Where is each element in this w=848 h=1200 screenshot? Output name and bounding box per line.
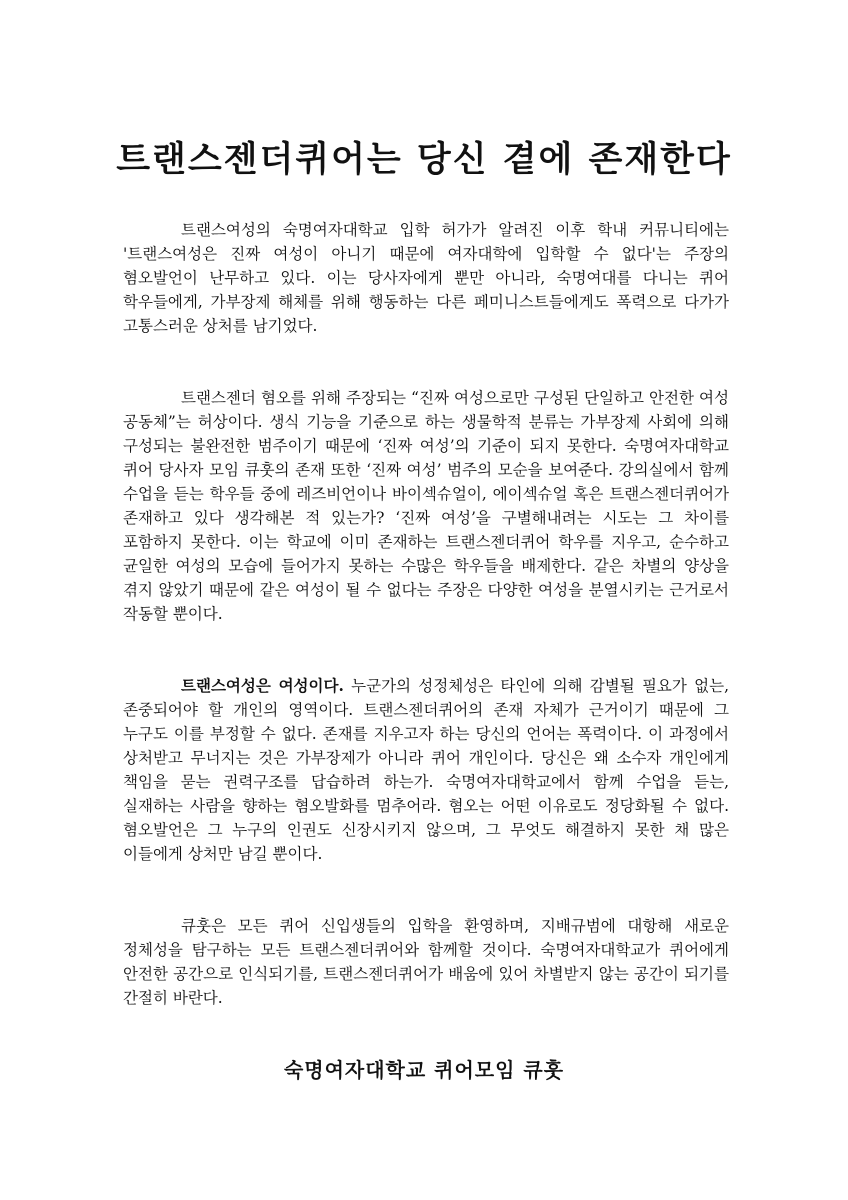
paragraph-2-text: 트랜스젠더 혐오를 위해 주장되는 “진짜 여성으로만 구성된 단일하고 안전한 여성 공동체”는 허상이다. 생식 기능을 기준으로 하는 생물학적 분류는 가부장제 사회에 의해 구성되는 불완전한 범주이기 때문에 ‘진짜 여성’의 기준이 되지 못한다. 숙명여자대학교 퀴어 당사자 모임 큐훗의 존재 또한 ‘진짜 여성’ 범주의 모순을 보여준다. 강의실에서 함께 수업을 듣는 학우들 중에 레즈비언이나 바이섹슈얼이, 에이섹슈얼 혹은 트랜스젠더퀴어가 존재하고 있다 생각해본 적 있는가? ‘진짜 여성’을 구별해내려는 시도는 그 차이를 포함하지 못한다. 이는 학교에 이미 존재하는 트랜스젠더퀴어 학우를 지우고, 순수하고 균일한 여성의 모습에 들어가지 못하는 수많은 학우들을 배제한다. 같은 차별의 양상을 겪지 않았기 때문에 같은 여성이 될 수 없다는 주장은 다양한 여성을 분열시키는 근거로서 작동할 뿐이다. <box>123 389 729 623</box>
paragraph-2 <box>123 386 729 626</box>
paragraph-3 <box>123 674 729 866</box>
paragraph-1-text: 트랜스여성의 숙명여자대학교 입학 허가가 알려진 이후 학내 커뮤니티에는 '트랜스여성은 진짜 여성이 아니기 때문에 여자대학에 입학할 수 없다'는 주장의 혐오발언이 난무하고 있다. 이는 당사자에게 뿐만 아니라, 숙명여대를 다니는 퀴어 학우들에게, 가부장제 해체를 위해 행동하는 다른 페미니스트들에게도 폭력으로 다가가 고통스러운 상처를 남기었다. <box>123 221 729 335</box>
paragraph-3-text: 누군가의 성정체성은 타인에 의해 감별될 필요가 없는, 존중되어야 할 개인의 영역이다. 트랜스젠더퀴어의 존재 자체가 근거이기 때문에 그 누구도 이를 부정할 수 없다. 존재를 지우고자 하는 당신의 언어는 폭력이다. 이 과정에서 상처받고 무너지는 것은 가부장제가 아니라 퀴어 개인이다. 당신은 왜 소수자 개인에게 책임을 묻는 권력구조를 답습하려 하는가. 숙명여자대학교에서 함께 수업을 듣는, 실재하는 사람을 향하는 혐오발화를 멈추어라. 혐오는 어떤 이유로도 정당화될 수 없다. 혐오발언은 그 누구의 인권도 신장시키지 않으며, 그 무엇도 해결하지 못한 채 많은 이들에게 상처만 남길 뿐이다. <box>123 677 729 863</box>
document-body <box>123 218 729 1010</box>
paragraph-4-text: 큐훗은 모든 퀴어 신입생들의 입학을 환영하며, 지배규범에 대항해 새로운 정체성을 탐구하는 모든 트랜스젠더퀴어와 함께할 것이다. 숙명여자대학교가 퀴어에게 안전한 공간으로 인식되기를, 트랜스젠더퀴어가 배움에 있어 차별받지 않는 공간이 되기를 간절히 바란다. <box>123 917 729 1007</box>
paragraph-1 <box>123 218 729 338</box>
paragraph-3-lead: 트랜스여성은 여성이다. <box>181 676 344 695</box>
document-signature: 숙명여자대학교 퀴어모임 큐훗 <box>283 1058 565 1082</box>
document-title: 트랜스젠더퀴어는 당신 곁에 존재한다 <box>116 140 732 180</box>
paragraph-4 <box>123 914 729 1010</box>
